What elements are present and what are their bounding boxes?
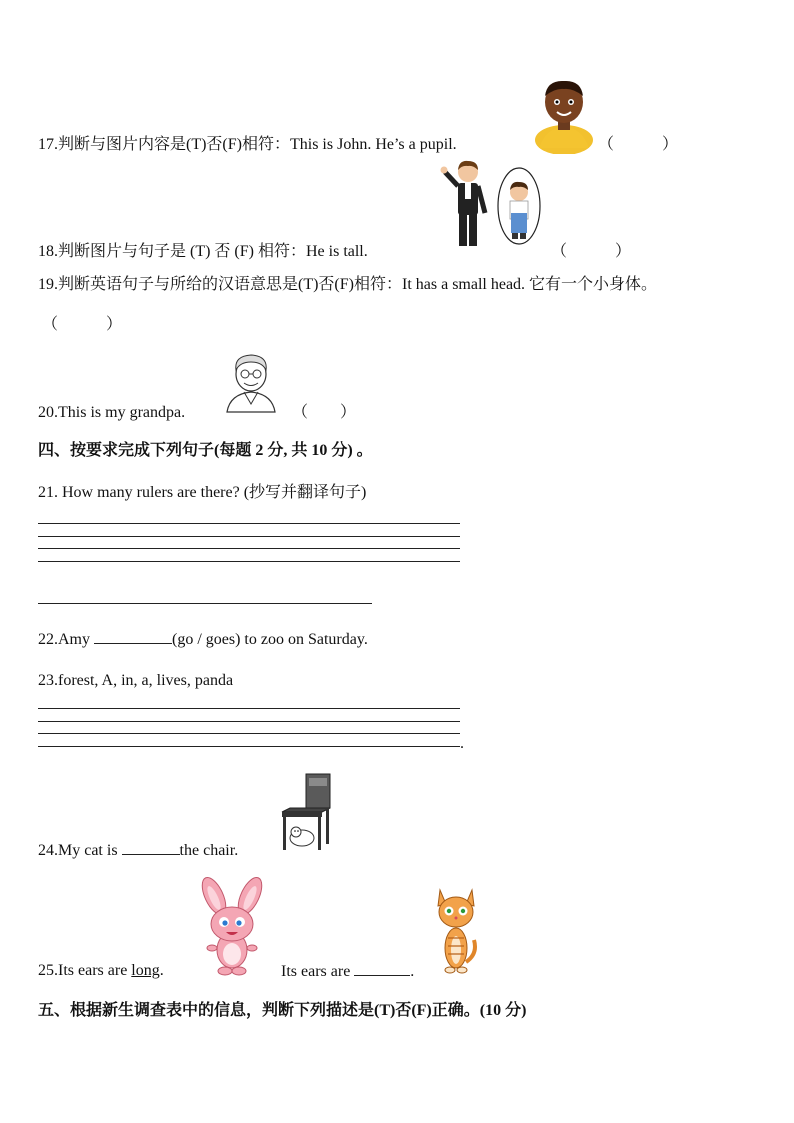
question-25-blank[interactable] (354, 961, 410, 976)
question-25-end: . (410, 963, 415, 980)
question-18-text: 18.判断图片与句子是 (T) 否 (F) 相符：He is tall. (38, 243, 368, 260)
question-22-blank[interactable] (94, 629, 172, 644)
question-23-end-period: . (460, 735, 464, 752)
question-25-underlined-word: long (131, 962, 160, 979)
question-22-before: 22.Amy (38, 631, 90, 648)
tall-man-and-small-boy-picture (437, 158, 543, 250)
cat-under-chair-picture (278, 772, 334, 852)
question-19 (38, 275, 657, 295)
question-20-answer-paren[interactable]: （ ） (292, 404, 357, 421)
question-23-text: 23.forest, A, in, a, lives, panda (38, 672, 234, 689)
question-18-answer-paren[interactable]: （ ） (551, 243, 632, 260)
question-20 (38, 403, 185, 423)
q23-writing-line-3[interactable] (38, 733, 460, 734)
q21-writing-line-1[interactable] (38, 523, 460, 524)
q21-writing-line-3[interactable] (38, 548, 460, 549)
question-17-answer-paren[interactable]: （ ） (598, 136, 679, 153)
question-20-text: 20.This is my grandpa. (38, 404, 186, 421)
rabbit-picture (192, 876, 272, 976)
q21-writing-line-2[interactable] (38, 536, 460, 537)
question-23 (38, 671, 233, 691)
question-25-before: 25.Its ears are (38, 962, 128, 979)
question-19-answer-paren[interactable]: （ ） (42, 316, 123, 333)
question-17-text: 17.判断与图片内容是(T)否(F)相符：This is John. He’s a pupil. (38, 136, 457, 153)
question-18 (38, 242, 368, 262)
question-19-text: 19.判断英语句子与所给的汉语意思是(T)否(F)相符：It has a small head. 它有一个小身体。 (38, 276, 658, 293)
section-4-heading: 四、按要求完成下列句子(每题 2 分, 共 10 分) 。 (38, 442, 373, 459)
question-24 (38, 840, 238, 861)
q23-writing-line-2[interactable] (38, 721, 460, 722)
section-5-heading: 五、根据新生调查表中的信息，判断下列描述是(T)否(F)正确。(10 分) (38, 1002, 527, 1019)
question-24-blank[interactable] (122, 840, 180, 855)
question-17 (38, 135, 457, 155)
boy-john-picture (533, 78, 595, 154)
grandpa-picture (222, 352, 280, 414)
question-25 (38, 961, 164, 981)
question-24-before: 24.My cat is (38, 842, 118, 859)
q21-translation-line[interactable] (38, 603, 372, 604)
q23-writing-line-4[interactable] (38, 746, 460, 747)
question-22-after: (go / goes) to zoo on Saturday. (172, 631, 368, 648)
question-22 (38, 629, 368, 650)
question-21-text: 21. How many rulers are there? (抄写并翻译句子) (38, 484, 367, 501)
question-25-second (281, 961, 414, 982)
question-21 (38, 483, 366, 503)
question-25-second-text: Its ears are (281, 963, 351, 980)
q21-writing-line-4[interactable] (38, 561, 460, 562)
question-25-dot: . (159, 962, 164, 979)
q23-writing-line-1[interactable] (38, 708, 460, 709)
cat-picture (434, 884, 480, 976)
question-24-after: the chair. (179, 842, 239, 859)
